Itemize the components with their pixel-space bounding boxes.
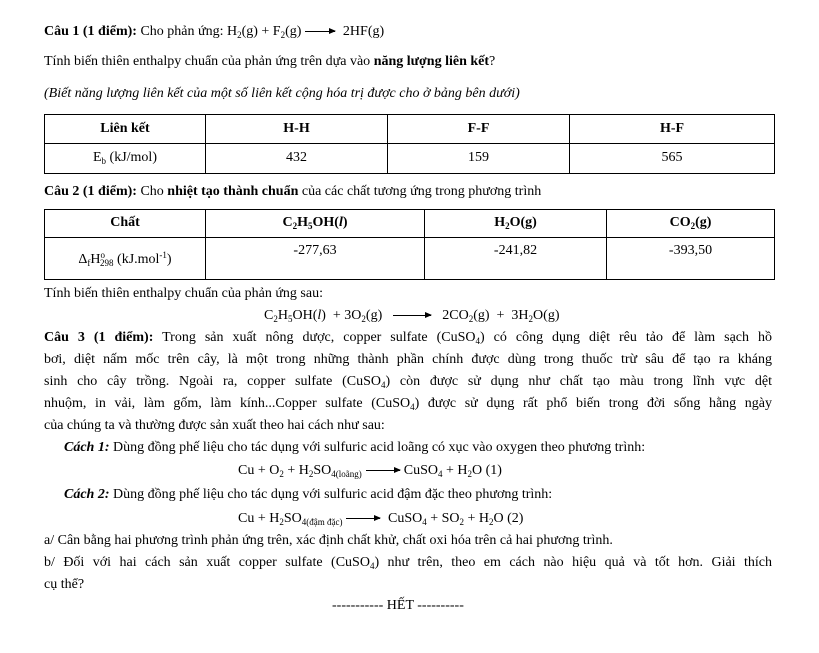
q2-after: Tính biến thiên enthalpy chuẩn của phản ứng sau:	[44, 286, 323, 301]
q3-paragraph-line: của chúng ta và thường được sản xuất theo hai cách như sau:	[44, 418, 385, 433]
table-header: Liên kết	[45, 115, 206, 144]
table-cell: -241,82	[425, 238, 607, 280]
q3-part-a: a/ Cân bằng hai phương trình phản ứng trên, xác định chất khử, chất oxi hóa trên cả hai phương trình.	[44, 533, 613, 548]
table-header: $H_2O(g)$	[425, 210, 607, 238]
q3-part-b: b/ Đối với hai cách sản xuất copper sulfate (CuSO$_4$) như trên, theo em cách nào hiệu quả và tốt hơn. Giải thích	[44, 555, 773, 571]
table-header: H-F	[570, 115, 775, 144]
q3-method-1: Cách 1: Dùng đồng phế liệu cho tác dụng với sulfuric acid loãng có xục vào oxygen theo phương trình:	[64, 440, 646, 455]
q1-product: 2HF(g)	[342, 24, 385, 39]
table-cell: $\Delta_fH^o_{298}$ (kJ.mol$^{-1}$)	[45, 238, 206, 280]
table-header: $C_2H_5OH(l)$	[206, 210, 425, 238]
table-cell: -277,63	[206, 238, 425, 280]
q2-title: Câu 2 (1 điểm):	[44, 184, 137, 199]
q1-title: Câu 1 (1 điểm):	[44, 24, 137, 39]
q2-equation: $C_2H_5OH(l) + 3O_2(g)$ $2CO_2(g) + 3H_2O(g)$	[264, 308, 560, 324]
table-header: H-H	[206, 115, 388, 144]
arrow-icon	[346, 518, 380, 519]
q1-note: (Biết năng lượng liên kết của một số liên kết cộng hóa trị được cho ở bảng bên dưới)	[44, 86, 520, 101]
table-header: $CO_2(g)$	[607, 210, 775, 238]
q3-method-2: Cách 2: Dùng đồng phế liệu cho tác dụng với sulfuric acid đậm đặc theo phương trình:	[64, 487, 553, 502]
formation-enthalpy-table	[44, 209, 775, 280]
end-marker: ----------- HẾT ----------	[332, 598, 464, 613]
q3-paragraph-line: bơi, diệt nấm mốc trên cây, là một trong những thành phần chính được dùng trong thuốc trừ sâu để tạo ra kháng	[44, 352, 772, 367]
table-header: Chất	[45, 210, 206, 238]
q1-question: Tính biến thiên enthalpy chuẩn của phản ứng trên dựa vào năng lượng liên kết?	[44, 54, 496, 69]
q3-title: Câu 3 (1 điểm):	[44, 330, 154, 345]
bond-energy-table	[44, 114, 775, 174]
table-header: F-F	[388, 115, 570, 144]
q1-intro: Cho phản ứng: H	[140, 24, 238, 39]
q3-equation-1: $Cu + O_2 + H_2SO_{4(loãng)}$ CuSO$_4$ + $H_2O$ (1)	[238, 463, 502, 479]
table-cell: -393,50	[607, 238, 775, 280]
table-cell: 565	[570, 144, 775, 174]
arrow-icon	[305, 31, 335, 32]
arrow-icon	[366, 470, 400, 471]
q3-part-b-cont: cụ thể?	[44, 577, 85, 592]
table-cell: 159	[388, 144, 570, 174]
q3-equation-2: $Cu + H_2SO_{4(đậm đặc)}$ CuSO$_4$ + $SO_2 + H_2O$ (2)	[238, 511, 524, 527]
q1-statement: Câu 1 (1 điểm): Cho phản ứng: $H_2(g) + F_2(g)$ 2HF(g)	[44, 24, 385, 40]
table-cell: 432	[206, 144, 388, 174]
q3-paragraph-line: sinh cho cây trồng. Ngoài ra, copper sulfate (CuSO$_4$) còn được sử dụng như chất tạo màu trong lĩnh vực dệt	[44, 374, 772, 390]
table-cell: $E_b$ (kJ/mol)	[45, 144, 206, 174]
arrow-icon	[393, 315, 431, 316]
q2-statement: Câu 2 (1 điểm): Cho nhiệt tạo thành chuẩn của các chất tương ứng trong phương trình	[44, 184, 542, 199]
q3-paragraph-line: nhuộm, in vải, làm gốm, làm kính...Copper sulfate (CuSO$_4$) được sử dụng rất phổ biến trong đời sống hằng ngày	[44, 396, 773, 412]
q3-paragraph-line: Câu 3 (1 điểm): Trong sản xuất nông dược, copper sulfate (CuSO$_4$) có công dụng diệt rêu tảo để làm sạch hồ	[44, 330, 772, 346]
